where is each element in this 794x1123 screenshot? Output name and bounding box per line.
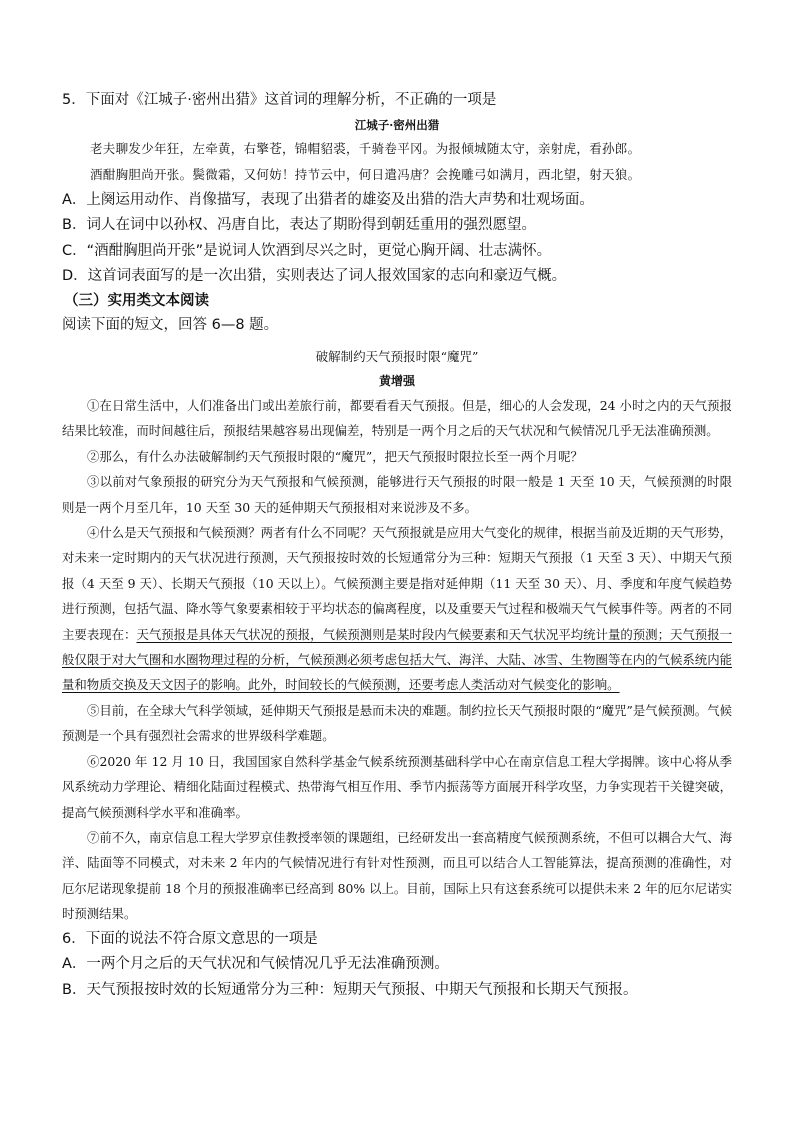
question-5-option-d: D．这首词表面写的是一次出猎，实则表达了词人报效国家的志向和豪迈气概。	[62, 268, 567, 284]
article-author: 黄增强	[378, 374, 415, 388]
article-paragraph-4-text: ④什么是天气预报和气候预测？两者有什么不同呢？天气预报就是应用大气变化的规律，根据当前及近期的天气形势，对未来一定时期内的天气状况进行预测，天气预报按时效的长短通常分为三种：短期天气预报（1 天至 3 天）、中期天气预报（4 天至 9 天）、长期天气预报（10 天以上）。气候预测主要是指对延伸期（11 天至 30 天）、月、季度和年度气候趋势进行预测，包括气温、降水等气象要素相较于平均状态的偏离程度，以及重要天气过程和极端天气气候事件等。两者的不同主要表现在：	[62, 525, 732, 642]
section-instruction: 阅读下面的短文，回答 6—8 题。	[62, 316, 279, 333]
article-paragraph-7: ⑦前不久，南京信息工程大学罗京佳教授率领的课题组，已经研发出一套高精度气候预测系统，不但可以耦合大气、海洋、陆面等不同模式，对未来 2 年内的气候情况进行有针对性预测，而且可以结合人工智能算法，提高预测的准确性，对厄尔尼诺现象提前 18 个月的预报准确率已经高到 80% 以上。目前，国际上只有这套系统可以提供未来 2 年的厄尔尼诺实时预测结果。	[62, 829, 732, 922]
poem-line-2: 酒酣胸胆尚开张。鬓微霜，又何妨！持节云中，何日遣冯唐？会挽雕弓如满月，西北望，射天狼。	[90, 166, 641, 182]
question-5-option-b: B．词人在词中以孙权、冯唐自比，表达了期盼得到朝廷重用的强烈愿望。	[62, 217, 536, 233]
underlined-passage: 天气预报是具体天气状况的预报，气候预测则是某时段内气候要素和天气状况平均统计量的预测；天气预报一般仅限于对大气圈和水圈物理过程的分析，气候预测必须考虑包括大气、海洋、大陆、冰雪、生物圈等在内的气候系统内能量和物质交换及天文因子的影响。此外，时间较长的气候预测，还要考虑人类活动对气候变化的影响。	[62, 626, 733, 693]
question-5-option-a: A．上阕运用动作、肖像描写，表现了出猎者的雄姿及出猎的浩大声势和壮观场面。	[62, 191, 594, 208]
article-title: 破解制约天气预报时限“魔咒”	[315, 349, 479, 364]
article-paragraph-5: ⑤目前，在全球大气科学领域，延伸期天气预报是悬而未决的难题。制约拉长天气预报时限的“魔咒”是气候预测。气候预测是一个具有强烈社会需求的世界级科学难题。	[62, 702, 732, 744]
question-6-stem: 6．下面的说法不符合原文意思的一项是	[62, 930, 318, 947]
article-paragraph-3: ③以前对气象预报的研究分为天气预报和气候预测，能够进行天气预报的时限一般是 1 天至 10 天，气候预测的时限则是一两个月至几年，10 天至 30 天的延伸期天气预报相对来说涉及不多。	[62, 474, 732, 515]
article-paragraph-6: ⑥2020 年 12 月 10 日，我国国家自然科学基金气候系统预测基础科学中心在南京信息工程大学揭牌。该中心将从季风系统动力学理论、精细化陆面过程模式、热带海气相互作用、季节内振荡等方面展开科学攻坚，力争实现若干关键突破，提高气候预测科学水平和准确率。	[62, 753, 732, 820]
question-6-option-a: A．一两个月之后的天气状况和气候情况几乎无法准确预测。	[62, 956, 449, 973]
section-heading: （三）实用类文本阅读	[64, 292, 209, 309]
poem-line-1: 老夫聊发少年狂，左牵黄，右擎苍，锦帽貂裘，千骑卷平冈。为报倾城随太守，亲射虎，看孙郎。	[90, 140, 641, 156]
article-paragraph-4	[62, 520, 732, 698]
question-5-stem: 5．下面对《江城子·密州出猎》这首词的理解分析，不正确的一项是	[62, 92, 497, 108]
question-5-option-c: C．“酒酣胸胆尚开张”是说词人饮酒到尽兴之时，更觉心胸开阔、壮志满怀。	[62, 242, 552, 259]
article-paragraph-2: ②那么，有什么办法破解制约天气预报时限的“魔咒”，把天气预报时限拉长至一两个月呢？	[87, 448, 583, 464]
poem-title: 江城子·密州出猎	[354, 117, 440, 132]
article-paragraph-1: ①在日常生活中，人们准备出门或出差旅行前，都要看看天气预报。但是，细心的人会发现，24 小时之内的天气预报结果比较准，而时间越往后，预报结果越容易出现偏差，特别是一两个月之后的天气状况和气候情况几乎无法准确预测。	[62, 398, 732, 439]
question-6-option-b: B．天气预报按时效的长短通常分为三种：短期天气预报、中期天气预报和长期天气预报。	[62, 981, 638, 998]
